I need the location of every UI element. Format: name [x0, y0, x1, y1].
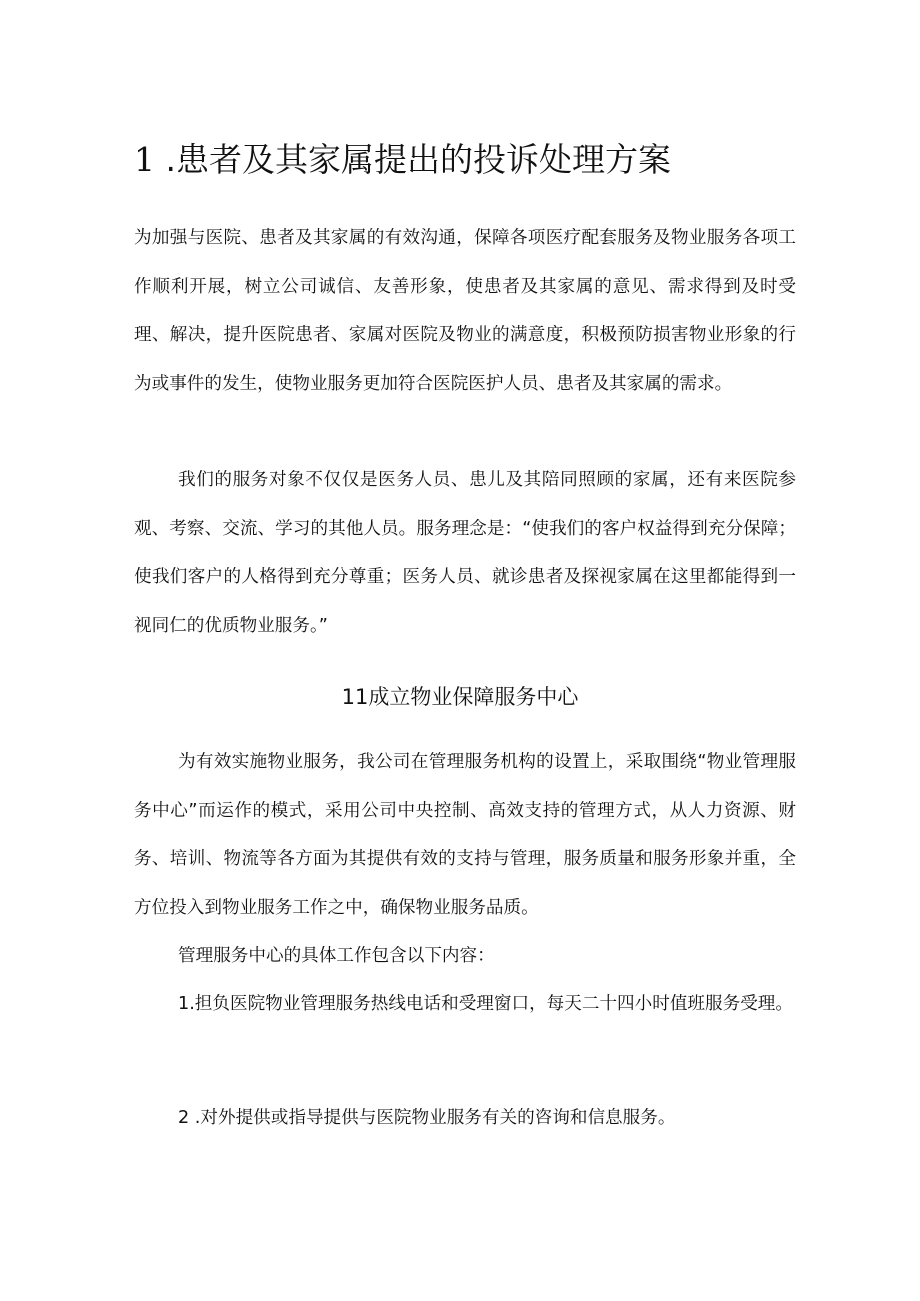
- service-center-paragraph: 为有效实施物业服务，我公司在管理服务机构的设置上，采取围绕“物业管理服务中心”而运作的模式，采用公司中央控制、高效支持的管理方式，从人力资源、财务、培训、物流等各方面为其提供有效的支持与管理，服务质量和服务形象并重，全方位投入到物业服务工作之中，确保物业服务品质。: [134, 752, 796, 918]
- subsection-heading: 11成立物业保障服务中心: [341, 685, 579, 709]
- work-content-intro: 管理服务中心的具体工作包含以下内容：: [178, 946, 495, 966]
- list-item-2: 2 .对外提供或指导提供与医院物业服务有关的咨询和信息服务。: [178, 1108, 676, 1128]
- list-item-1: 1.担负医院物业管理服务热线电话和受理窗口，每天二十四小时值班服务受理。: [178, 994, 793, 1014]
- heading-number: 1: [134, 140, 155, 179]
- section-heading: [134, 136, 671, 184]
- intro-paragraph: 为加强与医院、患者及其家属的有效沟通，保障各项医疗配套服务及物业服务各项工作顺利开展，树立公司诚信、友善形象，使患者及其家属的意见、需求得到及时受理、解决，提升医院患者、家属对医院及物业的满意度，积极预防损害物业形象的行为或事件的发生，使物业服务更加符合医院医护人员、患者及其家属的需求。: [134, 228, 796, 394]
- heading-title: .患者及其家属提出的投诉处理方案: [165, 140, 671, 179]
- service-object-paragraph: 我们的服务对象不仅仅是医务人员、患儿及其陪同照顾的家属，还有来医院参观、考察、交流、学习的其他人员。服务理念是：“使我们的客户权益得到充分保障；使我们客户的人格得到充分尊重；医务人员、就诊患者及探视家属在这里都能得到一视同仁的优质物业服务。”: [134, 470, 796, 636]
